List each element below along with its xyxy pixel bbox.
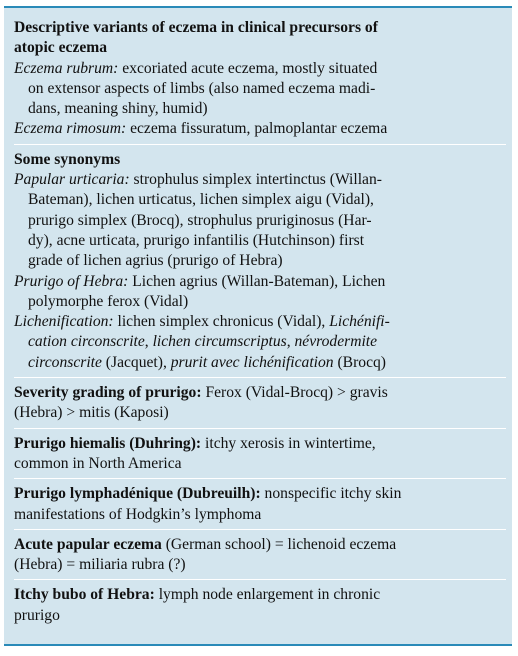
- lichen-ital2c: névrodermite: [294, 333, 378, 351]
- rubrum-line1: [14, 59, 506, 79]
- papular-term: Papular urticaria:: [14, 171, 130, 189]
- bubo-line2: prurigo: [14, 606, 60, 624]
- lichen-line3: [14, 353, 506, 373]
- section-bubo: [14, 579, 506, 626]
- lichen-text1: lichen simplex chronicus (Vidal),: [113, 313, 330, 331]
- lichen-ital2b: lichen circumscriptus: [152, 333, 287, 351]
- papular-line1: [14, 170, 506, 190]
- lichen-text3b: (Brocq): [333, 353, 386, 371]
- rubrum-line2: on extensor aspects of limbs (also named eczema madi-: [28, 79, 376, 97]
- lymph-text1: nonspecific itchy skin: [260, 485, 402, 503]
- lymph-term: Prurigo lymphadénique (Dubreuilh):: [14, 485, 261, 503]
- hiemalis-line1: [14, 434, 506, 454]
- lichen-term: Lichenification:: [14, 313, 114, 331]
- section-variants: [14, 18, 506, 140]
- rimosum-text: eczema fissuratum, palmoplantar eczema: [126, 120, 388, 138]
- bubo-text1: lymph node enlargement in chronic: [154, 586, 381, 604]
- section-lymphadenique: [14, 478, 506, 525]
- acute-line1: [14, 535, 506, 555]
- papular-line2: Bateman), lichen urticatus, lichen simplex aigu (Vidal),: [28, 191, 374, 209]
- papular-text1: strophulus simplex intertinctus (Willan-: [129, 171, 382, 189]
- variants-heading-line2: atopic eczema: [14, 39, 108, 57]
- rubrum-line3: dans, meaning shiny, humid): [28, 100, 208, 118]
- rubrum-term: Eczema rubrum:: [14, 59, 119, 77]
- hebra-line1: [14, 272, 506, 292]
- lymph-line1: [14, 484, 506, 504]
- synonyms-heading: Some synonyms: [14, 150, 121, 168]
- acute-term: Acute papular eczema: [14, 535, 162, 553]
- acute-text1: (German school) = lichenoid eczema: [161, 535, 397, 553]
- lichen-ital3a: circonscrite: [28, 353, 102, 371]
- lichen-text2b: ,: [286, 333, 295, 351]
- severity-line2: (Hebra) > mitis (Kaposi): [14, 404, 169, 422]
- severity-line1: [14, 383, 506, 403]
- section-severity: [14, 377, 506, 424]
- papular-line4: dy), acne urticata, prurigo infantilis (Hutchinson) first: [28, 231, 365, 249]
- hiemalis-term: Prurigo hiemalis (Duhring):: [14, 434, 202, 452]
- lichen-line1: [14, 312, 506, 332]
- bubo-term: Itchy bubo of Hebra:: [14, 586, 155, 604]
- info-box: [4, 6, 512, 646]
- severity-term: Severity grading of prurigo:: [14, 384, 202, 402]
- hiemalis-line2: common in North America: [14, 454, 182, 472]
- section-acute: [14, 529, 506, 576]
- papular-line3: prurigo simplex (Brocq), strophulus pruriginosus (Har-: [28, 211, 372, 229]
- lichen-ital1: Lichénifi-: [329, 313, 390, 331]
- lichen-text2a: ,: [144, 333, 153, 351]
- acute-line2: (Hebra) = miliaria rubra (?): [14, 556, 186, 574]
- lymph-line2: manifestations of Hodgkin’s lymphoma: [14, 505, 262, 523]
- hebra-term: Prurigo of Hebra:: [14, 272, 129, 290]
- rimosum-line: [14, 119, 506, 139]
- lichen-text3a: (Jacquet),: [101, 353, 171, 371]
- severity-text1: Ferox (Vidal-Brocq) > gravis: [201, 384, 388, 402]
- papular-line5: grade of lichen agrius (prurigo of Hebra): [28, 252, 283, 270]
- rimosum-term: Eczema rimosum:: [14, 120, 127, 138]
- section-hiemalis: [14, 428, 506, 475]
- lichen-ital2a: cation circonscrite: [28, 333, 145, 351]
- hebra-line2: polymorphe ferox (Vidal): [28, 292, 189, 310]
- lichen-ital3b: prurit avec lichénification: [170, 353, 334, 371]
- hebra-text1: Lichen agrius (Willan-Bateman), Lichen: [128, 272, 386, 290]
- bubo-line1: [14, 585, 506, 605]
- hiemalis-text1: itchy xerosis in wintertime,: [201, 434, 376, 452]
- variants-heading-line1: Descriptive variants of eczema in clinical precursors of: [14, 19, 378, 36]
- section-synonyms: [14, 144, 506, 373]
- rubrum-text1: excoriated acute eczema, mostly situated: [118, 59, 378, 77]
- lichen-line2: [14, 332, 506, 352]
